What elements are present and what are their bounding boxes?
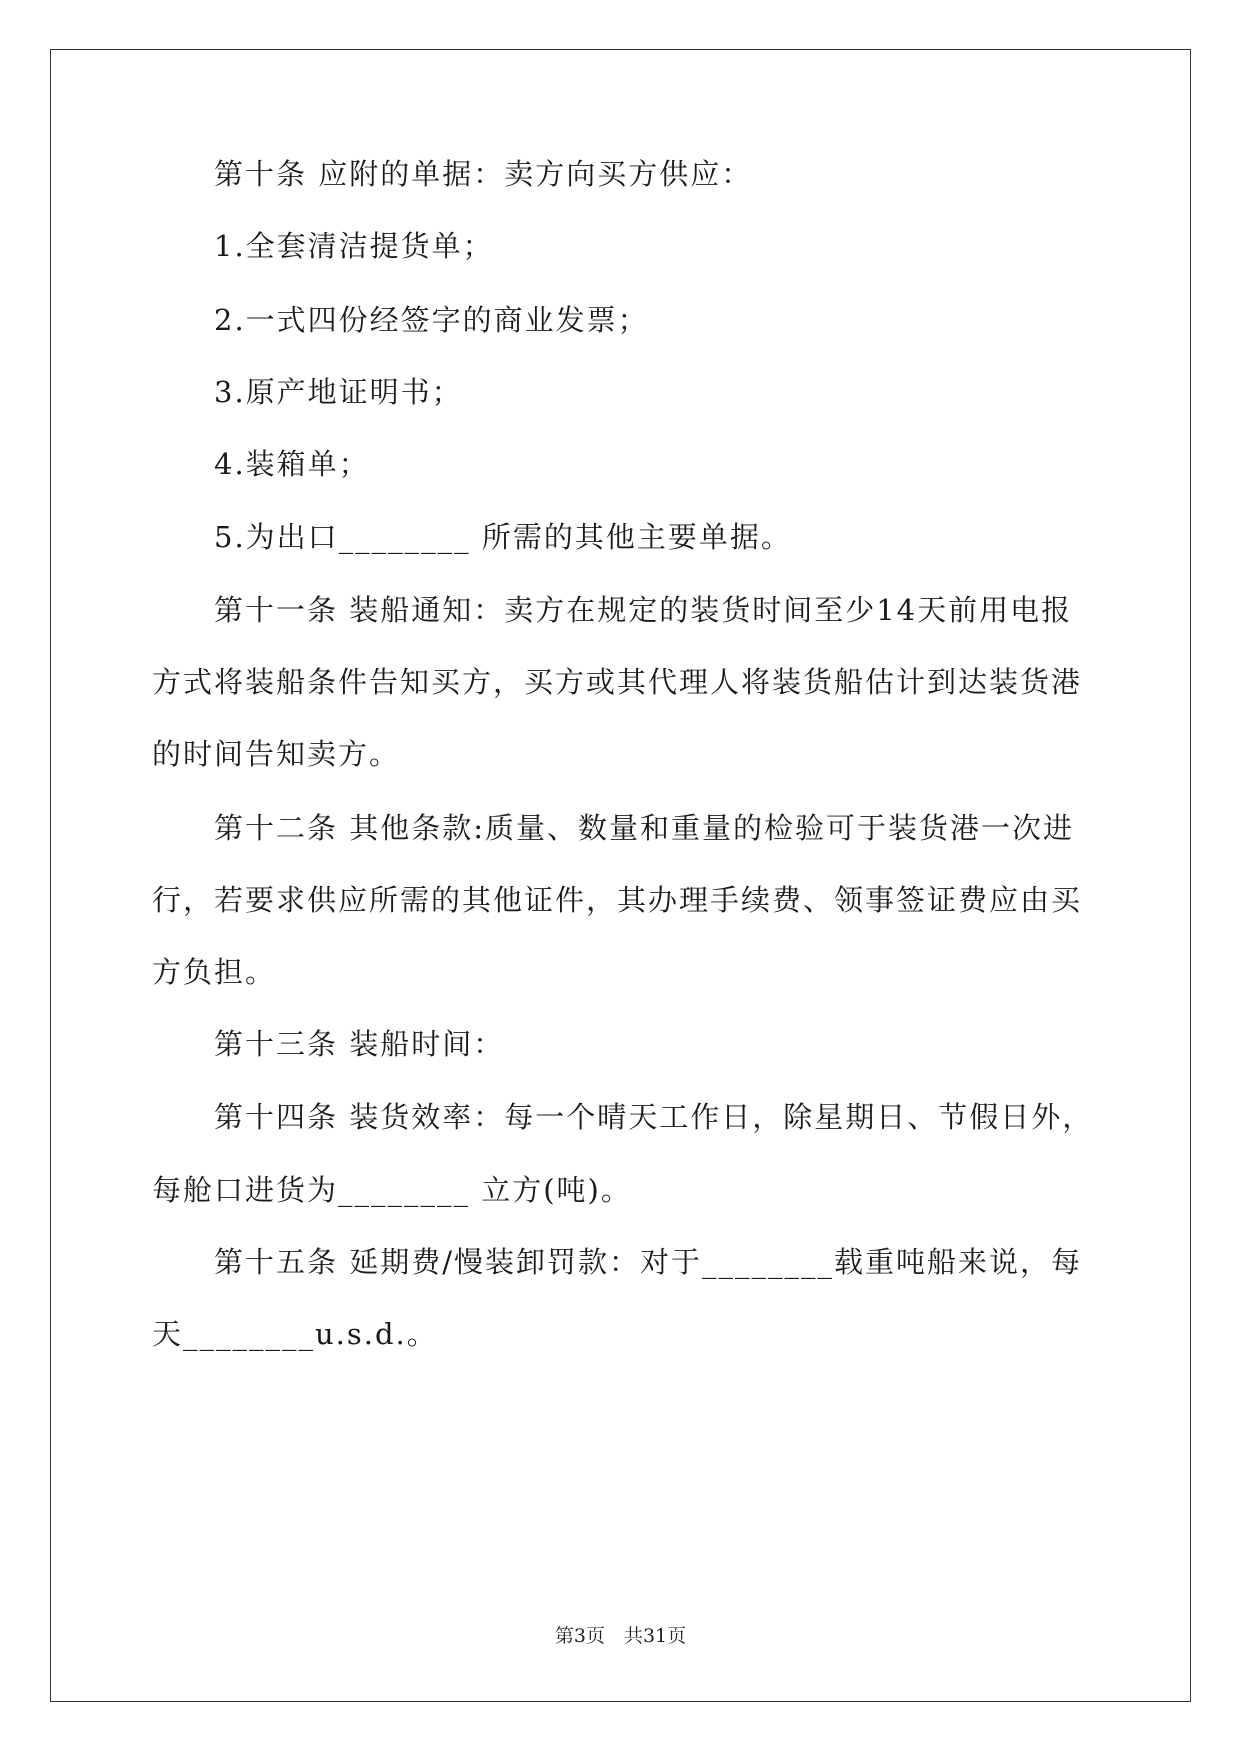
clause-14-line-2: 每舱口进货为________ 立方(吨)。 bbox=[152, 1173, 632, 1207]
clause-10-item-4: 4.装箱单； bbox=[214, 447, 370, 481]
clause-15-line-1: 第十五条 延期费/慢装卸罚款：对于________载重吨船来说，每 bbox=[214, 1245, 1082, 1279]
clause-11-line-2: 方式将装船条件告知买方，买方或其代理人将装货船估计到达装货港 bbox=[152, 665, 1083, 699]
clause-10-item-5: 5.为出口________ 所需的其他主要单据。 bbox=[214, 520, 792, 554]
clause-15-line-2: 天________u.s.d.。 bbox=[152, 1317, 438, 1351]
clause-12-line-2: 行，若要求供应所需的其他证件，其办理手续费、领事签证费应由买 bbox=[152, 883, 1083, 917]
clause-12-line-3: 方负担。 bbox=[152, 955, 277, 989]
clause-11-line-1: 第十一条 装船通知：卖方在规定的装货时间至少14天前用电报 bbox=[214, 593, 1073, 627]
clause-11-line-3: 的时间告知卖方。 bbox=[152, 737, 401, 771]
clause-14-line-1: 第十四条 装货效率：每一个晴天工作日，除星期日、节假日外， bbox=[214, 1100, 1094, 1134]
page-border bbox=[50, 49, 1191, 1702]
clause-10-item-3: 3.原产地证明书； bbox=[214, 375, 463, 409]
page-number-footer: 第3页 共31页 bbox=[554, 1625, 687, 1647]
clause-12-line-1: 第十二条 其他条款:质量、数量和重量的检验可于装货港一次进 bbox=[214, 811, 1074, 845]
clause-10-item-1: 1.全套清洁提货单； bbox=[214, 229, 494, 263]
clause-10-heading: 第十条 应附的单据：卖方向买方供应： bbox=[214, 157, 753, 191]
clause-13-line-1: 第十三条 装船时间： bbox=[214, 1027, 505, 1061]
clause-10-item-2: 2.一式四份经签字的商业发票； bbox=[214, 303, 649, 337]
